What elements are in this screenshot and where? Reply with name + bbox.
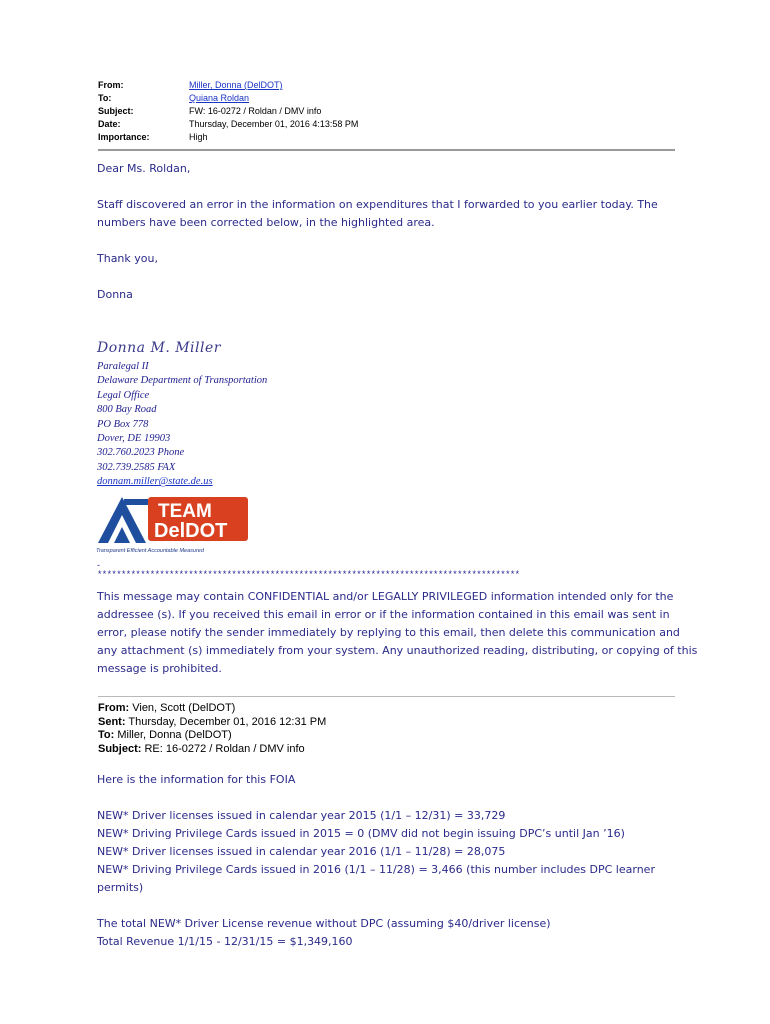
fwd-to-label: To: xyxy=(98,729,115,741)
header-to-row xyxy=(98,92,358,105)
from-label: From: xyxy=(98,80,124,90)
to-value[interactable]: Quiana Roldan xyxy=(189,93,250,103)
foia-total-line: The total NEW* Driver License revenue without DPC (assuming $40/driver license) xyxy=(97,917,551,930)
to-label: To: xyxy=(98,93,112,103)
fwd-sent-row xyxy=(98,716,326,730)
importance-label: Importance: xyxy=(98,132,150,142)
foia-item: NEW* Driver licenses issued in calendar year 2015 (1/1 – 12/31) = 33,729 xyxy=(97,809,506,822)
forward-divider xyxy=(98,696,675,697)
fwd-from-value: Vien, Scott (DelDOT) xyxy=(132,702,236,714)
signature-name: Donna M. Miller xyxy=(97,340,221,356)
date-label: Date: xyxy=(98,119,121,129)
signature-street: 800 Bay Road xyxy=(97,404,157,416)
header-subject-row xyxy=(98,105,358,118)
fwd-subject-value: RE: 16-0272 / Roldan / DMV info xyxy=(144,742,305,755)
fwd-sent-label: Sent: xyxy=(98,715,126,728)
fwd-to-value: Miller, Donna (DelDOT) xyxy=(117,729,232,741)
fwd-from-label: From: xyxy=(98,702,130,714)
fwd-sent-value: Thursday, December 01, 2016 12:31 PM xyxy=(128,715,327,728)
logo-bar xyxy=(124,499,148,505)
header-from-row xyxy=(98,79,358,92)
signature-fax: 302.739.2585 FAX xyxy=(97,461,176,473)
header-divider xyxy=(98,149,675,151)
body-paragraph-line: Staff discovered an error in the information on expenditures that I forwarded to you earlier today. The xyxy=(97,198,658,211)
disclaimer-line: This message may contain CONFIDENTIAL and/or LEGALLY PRIVILEGED information intended only for the xyxy=(97,590,674,603)
subject-value: FW: 16-0272 / Roldan / DMV info xyxy=(189,106,322,116)
foia-item: NEW* Driving Privilege Cards issued in 2015 = 0 (DMV did not begin issuing DPC’s until Jan ’16) xyxy=(97,827,625,840)
greeting: Dear Ms. Roldan, xyxy=(97,162,191,175)
body-paragraph-line: numbers have been corrected below, in the highlighted area. xyxy=(97,216,435,229)
signature-phone: 302.760.2023 Phone xyxy=(97,447,185,459)
from-value[interactable]: Miller, Donna (DelDOT) xyxy=(189,80,283,90)
email-header xyxy=(98,79,358,144)
header-importance-row xyxy=(98,131,358,144)
fwd-to-row xyxy=(98,729,326,743)
fwd-subject-row xyxy=(98,743,326,757)
thanks-line: Thank you, xyxy=(97,252,158,265)
signature-office: Legal Office xyxy=(97,389,150,401)
disclaimer-line: addressee (s). If you received this email in error or if the information contained in this email was sent in xyxy=(97,608,670,621)
foia-body xyxy=(97,771,655,951)
signature-pobox: PO Box 778 xyxy=(97,418,149,430)
signature-city: Dover, DE 19903 xyxy=(97,433,171,445)
fwd-from-row xyxy=(98,702,326,716)
separator-stars: **************************************************************************************** xyxy=(97,570,520,580)
message-body xyxy=(97,160,658,304)
foia-total-line: Total Revenue 1/1/15 - 12/31/15 = $1,349,160 xyxy=(97,935,353,948)
disclaimer-line: error, please notify the sender immediately by replying to this email, then delete this communication and xyxy=(97,626,680,639)
separator-dash: - xyxy=(97,560,100,570)
sign-off-name: Donna xyxy=(97,288,133,301)
importance-value: High xyxy=(189,132,208,142)
signature-org: Delaware Department of Transportation xyxy=(97,375,268,387)
date-value: Thursday, December 01, 2016 4:13:58 PM xyxy=(189,119,359,129)
header-date-row xyxy=(98,118,358,131)
disclaimer-line: any attachment (s) immediately from your system. Any unauthorized reading, distributing, or copying of this xyxy=(97,644,698,657)
forwarded-header xyxy=(98,702,326,756)
signature-email-link[interactable]: donnam.miller@state.de.us xyxy=(97,476,213,488)
signature-block xyxy=(97,360,267,490)
foia-item-continued: permits) xyxy=(97,881,144,894)
fwd-subject-label: Subject: xyxy=(98,742,142,755)
signature-title: Paralegal II xyxy=(97,361,149,372)
disclaimer-text xyxy=(97,588,697,678)
foia-intro: Here is the information for this FOIA xyxy=(97,773,296,786)
subject-label: Subject: xyxy=(98,106,134,116)
foia-item: NEW* Driving Privilege Cards issued in 2016 (1/1 – 11/28) = 3,466 (this number includes DPC learner xyxy=(97,863,655,876)
disclaimer-line: message is prohibited. xyxy=(97,662,222,675)
foia-item: NEW* Driver licenses issued in calendar year 2016 (1/1 – 11/28) = 28,075 xyxy=(97,845,506,858)
logo-deldot-text: DelDOT xyxy=(154,520,228,542)
logo-team-text: TEAM xyxy=(158,501,212,522)
logo-tagline: Transparent Efficient Accountable Measured xyxy=(96,548,204,554)
